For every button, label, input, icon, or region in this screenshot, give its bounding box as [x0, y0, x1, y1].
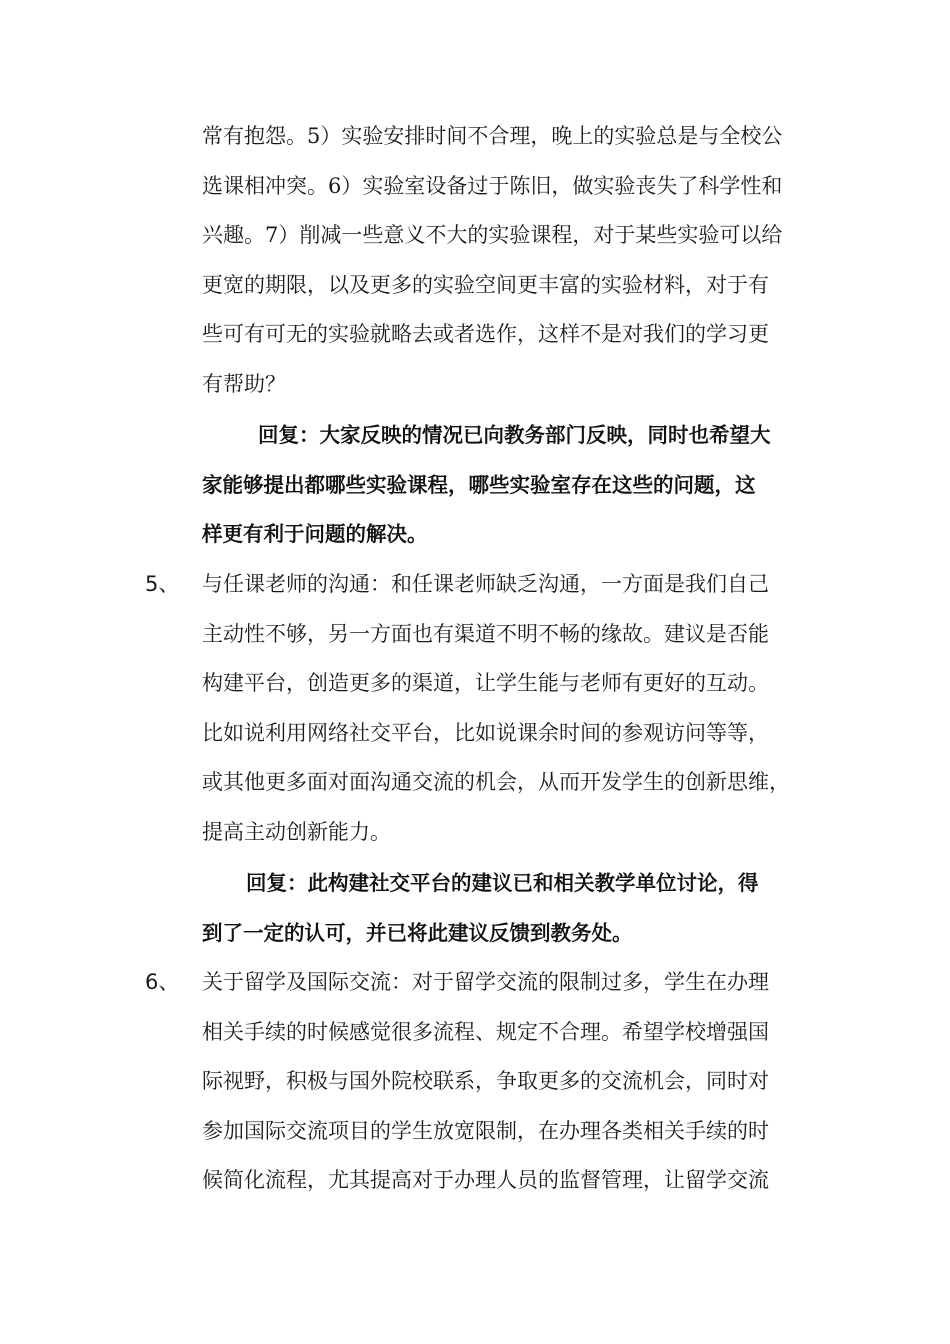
paragraph-line: 常有抱怨。5）实验安排时间不合理，晚上的实验总是与全校公 [202, 124, 783, 148]
item-5-paragraph [202, 560, 812, 858]
paragraph-line: 或其他更多面对面沟通交流的机会，从而开发学生的创新思维， [202, 770, 790, 795]
paragraph-line: 比如说利用网络社交平台，比如说课余时间的参观访问等等， [202, 720, 769, 745]
item-6-paragraph [202, 958, 812, 1206]
reply-line: 到了一定的认可，并已将此建议反馈到教务处。 [202, 920, 633, 945]
paragraph-line: 有帮助？ [202, 371, 286, 396]
reply-item-5 [202, 859, 812, 958]
paragraph-line: 构建平台，创造更多的渠道，让学生能与老师有更好的互动。 [202, 671, 769, 696]
paragraph-line: 兴趣。7）削减一些意义不大的实验课程，对于某些实验可以给 [202, 223, 783, 248]
paragraph-line: 些可有可无的实验就略去或者选作，这样不是对我们的学习更 [202, 322, 769, 347]
item-number-5: 5、 [145, 572, 180, 596]
reply-line: 回复：大家反映的情况已向教务部门反映，同时也希望大 [258, 423, 771, 447]
paragraph-line: 更宽的期限，以及更多的实验空间更丰富的实验材料，对于有 [202, 272, 769, 297]
paragraph-line: 参加国际交流项目的学生放宽限制，在办理各类相关手续的时 [202, 1118, 769, 1143]
paragraph-line: 候简化流程，尤其提高对于办理人员的监督管理，让留学交流 [202, 1168, 769, 1193]
paragraph-line: 与任课老师的沟通：和任课老师缺乏沟通，一方面是我们自己 [202, 572, 769, 596]
paragraph-line: 提高主动创新能力。 [202, 819, 391, 844]
paragraph-line: 际视野，积极与国外院校联系，争取更多的交流机会，同时对 [202, 1069, 769, 1094]
item-number-6: 6、 [145, 970, 180, 994]
paragraph-line: 关于留学及国际交流：对于留学交流的限制过多，学生在办理 [202, 970, 769, 994]
reply-line: 家能够提出都哪些实验课程，哪些实验室存在这些的问题，这 [202, 472, 756, 497]
paragraph-line: 选课相冲突。6）实验室设备过于陈旧，做实验丧失了科学性和 [202, 173, 783, 198]
reply-line: 回复：此构建社交平台的建议已和相关教学单位讨论，得 [246, 871, 759, 895]
reply-item-4 [202, 411, 812, 560]
paragraph-line: 相关手续的时候感觉很多流程、规定不合理。希望学校增强国 [202, 1019, 769, 1044]
reply-line: 样更有利于问题的解决。 [202, 522, 428, 547]
paragraph-line: 主动性不够，另一方面也有渠道不明不畅的缘故。建议是否能 [202, 621, 769, 646]
item-4-continuation [202, 112, 812, 410]
